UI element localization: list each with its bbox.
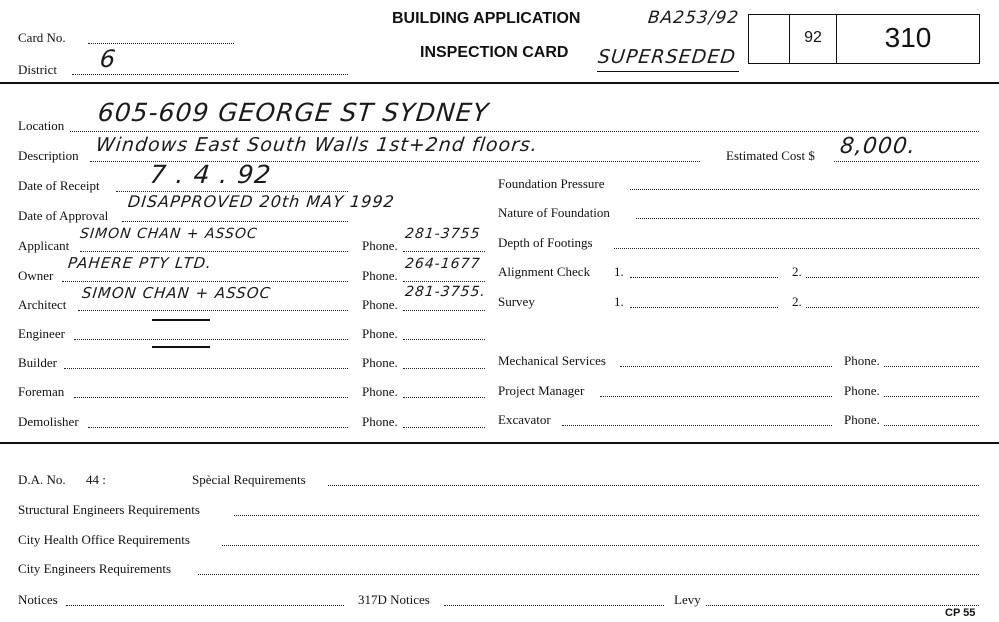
superseded-underline (597, 71, 739, 72)
builder-phone-field[interactable] (403, 368, 485, 369)
alignment-num1: 1. (614, 264, 624, 279)
engineer-label: Engineer (18, 326, 65, 341)
mechanical-label: Mechanical Services (498, 353, 606, 368)
depth-footings-field[interactable] (614, 248, 979, 249)
box-number-value: 310 (884, 22, 932, 53)
owner-phone-label: Phone. (362, 268, 398, 283)
foundation-pressure-label: Foundation Pressure (498, 176, 605, 191)
mechanical-phone-field[interactable] (884, 366, 979, 367)
project-manager-phone-label: Phone. (844, 383, 880, 398)
architect-phone-value: 281-3755. (404, 284, 487, 300)
foreman-phone-label: Phone. (362, 384, 398, 399)
special-requirements-label: Spècial Requirements (192, 472, 306, 487)
notices-field[interactable] (66, 605, 344, 606)
city-engineers-requirements-label: City Engineers Requirements (18, 561, 172, 576)
alignment-field-2[interactable] (806, 277, 979, 278)
architect-phone-field[interactable] (403, 310, 485, 311)
description-value: Windows East South Walls 1st+2nd floors. (94, 134, 540, 156)
health-requirements-label: City Health Office Requirements (18, 532, 190, 547)
card-no-field[interactable] (88, 43, 234, 44)
special-requirements-field[interactable] (328, 485, 979, 486)
survey-num2: 2. (792, 294, 802, 309)
description-label: Description (18, 148, 79, 163)
location-value: 605-609 GEORGE ST SYDNEY (96, 98, 491, 127)
estimated-cost-value: 8,000. (838, 134, 918, 159)
structural-requirements-field[interactable] (234, 515, 979, 516)
owner-label: Owner (18, 268, 54, 283)
mechanical-phone-label: Phone. (844, 353, 880, 368)
project-manager-field[interactable] (600, 396, 832, 397)
excavator-phone-label: Phone. (844, 412, 880, 427)
ba-number-handwritten: BA253/92 (646, 8, 741, 28)
builder-phone-label: Phone. (362, 355, 398, 370)
excavator-phone-field[interactable] (884, 425, 979, 426)
engineer-underline-mark (152, 346, 210, 348)
card-no-label: Card No. (18, 30, 66, 45)
levy-label: Levy (674, 592, 701, 607)
engineer-phone-label: Phone. (362, 326, 398, 341)
location-field[interactable] (70, 131, 979, 132)
survey-field-2[interactable] (806, 307, 979, 308)
box-number (836, 14, 980, 64)
nature-foundation-field[interactable] (636, 218, 979, 219)
builder-label: Builder (18, 355, 57, 370)
foreman-label: Foreman (18, 384, 65, 399)
mechanical-field[interactable] (620, 366, 832, 367)
alignment-num2: 2. (792, 264, 802, 279)
survey-label: Survey (498, 294, 535, 309)
approval-label: Date of Approval (18, 208, 109, 223)
builder-field[interactable] (64, 368, 348, 369)
levy-field[interactable] (706, 605, 979, 606)
owner-field[interactable] (62, 281, 348, 282)
engineer-field[interactable] (74, 339, 348, 340)
applicant-value: SIMON CHAN + ASSOC (79, 226, 259, 242)
owner-phone-value: 264-1677 (404, 256, 482, 272)
box-year (789, 14, 837, 64)
district-label: District (18, 62, 57, 77)
requirements-divider (0, 442, 999, 444)
owner-phone-field[interactable] (403, 281, 485, 282)
demolisher-phone-field[interactable] (403, 427, 485, 428)
notices-317d-field[interactable] (444, 605, 664, 606)
da-no-value: 44 : (86, 472, 106, 487)
receipt-label: Date of Receipt (18, 178, 100, 193)
box-year-value: 92 (804, 29, 822, 46)
excavator-label: Excavator (498, 412, 551, 427)
estimated-cost-label: Estimated Cost $ (726, 148, 815, 163)
approval-value: DISAPPROVED 20th MAY 1992 (127, 192, 396, 211)
estimated-cost-field[interactable] (834, 161, 979, 162)
superseded-handwritten: SUPERSEDED (596, 46, 738, 68)
project-manager-label: Project Manager (498, 383, 585, 398)
form-title-line2: INSPECTION CARD (420, 44, 569, 61)
owner-value: PAHERE PTY LTD. (67, 254, 213, 272)
architect-underline-mark (152, 319, 210, 321)
project-manager-phone-field[interactable] (884, 396, 979, 397)
applicant-field[interactable] (80, 251, 348, 252)
architect-label: Architect (18, 297, 67, 312)
form-title-line1: BUILDING APPLICATION (392, 10, 581, 27)
alignment-field-1[interactable] (630, 277, 778, 278)
foreman-phone-field[interactable] (403, 397, 485, 398)
notices-317d-label: 317D Notices (358, 592, 430, 607)
header-divider (0, 82, 999, 84)
depth-footings-label: Depth of Footings (498, 235, 593, 250)
survey-field-1[interactable] (630, 307, 778, 308)
box-blank (748, 14, 790, 64)
city-engineers-requirements-field[interactable] (198, 574, 979, 575)
location-label: Location (18, 118, 65, 133)
nature-foundation-label: Nature of Foundation (498, 205, 610, 220)
applicant-phone-label: Phone. (362, 238, 398, 253)
excavator-field[interactable] (562, 425, 832, 426)
architect-field[interactable] (78, 310, 348, 311)
applicant-phone-value: 281-3755 (404, 226, 482, 242)
receipt-value: 7 . 4 . 92 (148, 160, 273, 189)
da-no-label: D.A. No. (18, 472, 66, 487)
applicant-phone-field[interactable] (403, 251, 485, 252)
foreman-field[interactable] (74, 397, 348, 398)
alignment-check-label: Alignment Check (498, 264, 591, 279)
demolisher-field[interactable] (88, 427, 348, 428)
architect-phone-label: Phone. (362, 297, 398, 312)
district-field[interactable] (72, 74, 348, 75)
approval-field[interactable] (122, 221, 348, 222)
engineer-phone-field[interactable] (403, 339, 485, 340)
structural-requirements-label: Structural Engineers Requirements (18, 502, 200, 517)
notices-label: Notices (18, 592, 58, 607)
survey-num1: 1. (614, 294, 624, 309)
health-requirements-field[interactable] (222, 545, 979, 546)
applicant-label: Applicant (18, 238, 70, 253)
district-value: 6 (98, 45, 118, 73)
architect-value: SIMON CHAN + ASSOC (81, 284, 273, 302)
form-code: CP 55 (945, 607, 976, 619)
demolisher-label: Demolisher (18, 414, 79, 429)
foundation-pressure-field[interactable] (630, 189, 979, 190)
demolisher-phone-label: Phone. (362, 414, 398, 429)
